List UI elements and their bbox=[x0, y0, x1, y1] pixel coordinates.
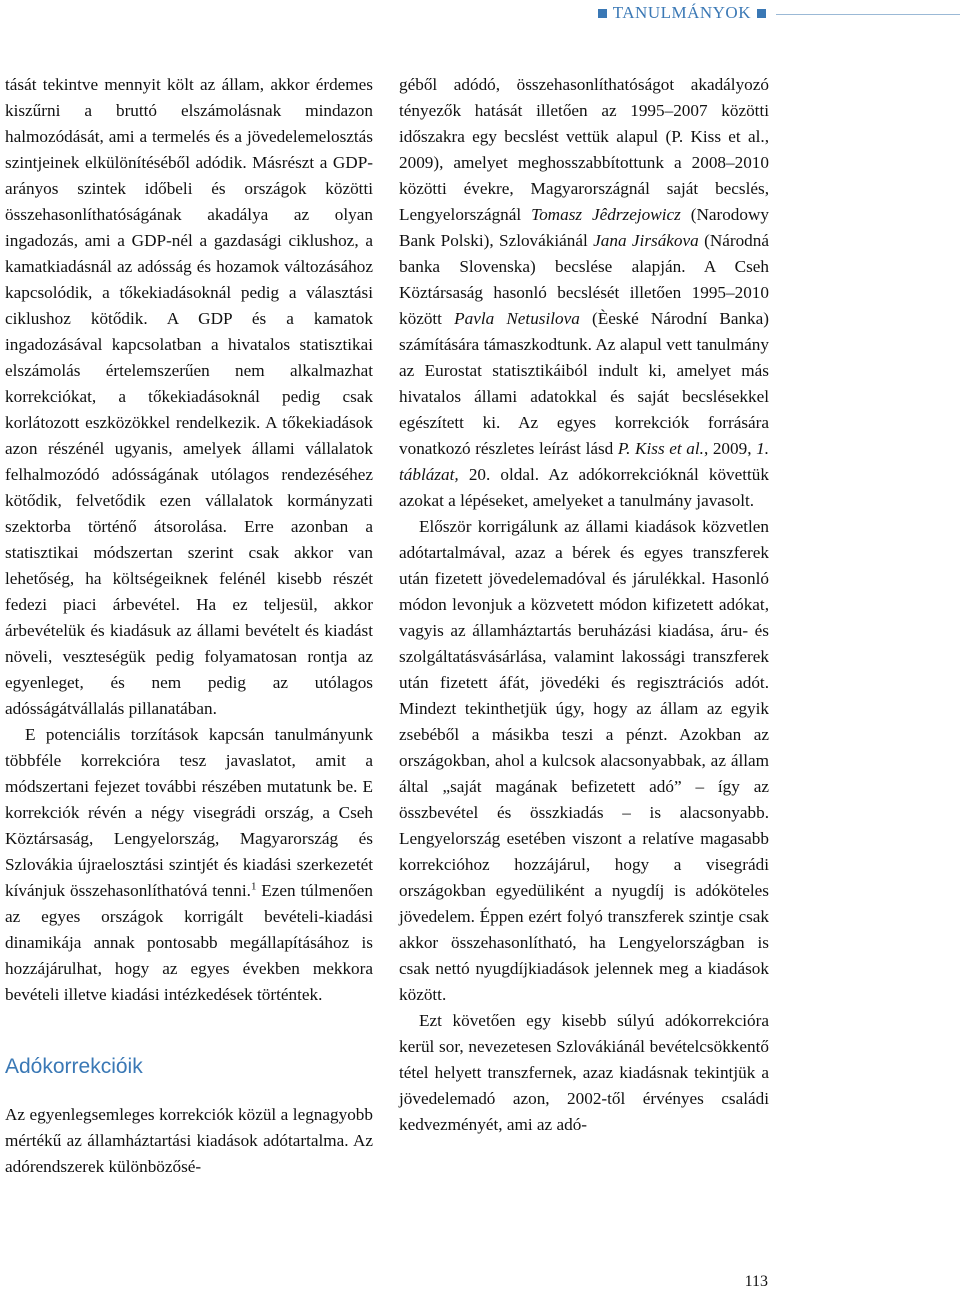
header-rule bbox=[776, 14, 960, 15]
paragraph: Ezt követően egy kisebb súlyú adókorrekcióra kerül sor, nevezetesen Szlovákiánál bevételcsökkentő tétel helyett transzfernek, azaz kiadásnak tekintjük a jövedelemadó azon, 2002-től érvényes családi kedvezményét, ami az adó- bbox=[399, 1011, 769, 1134]
paragraph: Az egyenlegsemleges korrekciók közül a legnagyobb mértékű az államháztartási kiadások adótartalma. Az adórendszerek különbözősé- bbox=[5, 1105, 373, 1176]
square-bullet-icon bbox=[598, 9, 607, 18]
paragraph: Először korrigálunk az állami kiadások közvetlen adótartalmával, azaz a bérek és egyes transzferek után fizetett jövedelemadóval és járulékkal. Hasonló módon levonjuk a közvetett módon kifizetett adókat, vagyis az államháztartás beruházási kiadása, áru- és szolgáltatásvásárlása, valamint lakossági transzferek után fizetett áfát, jövedéki és regisztrációs adót. Mindezt tekinthetjük úgy, hogy az állam az egyik zsebéből a másikba teszi a pénzt. Azokban az országokban, ahol a kulcsok alacsonyabbak, az állam által „saját magának befizetett adó” – így az összbevétel és összkiadás – is alacsonyabb. Lengyelország esetében viszont a relatíve magasabb korrekcióhoz hozzájárul, hogy a visegrádi országokban egyedüliként a nyugdíj is adóköteles jövedelem. Éppen ezért folyó transzferek szintje csak akkor összehasonlítható, ha Lengyelországban is csak nettó nyugdíjkiadások jelennek meg a kiadások között. bbox=[399, 517, 769, 1004]
footnote-ref[interactable]: 1 bbox=[250, 880, 257, 893]
section-label bbox=[592, 3, 772, 23]
section-heading: Adókorrekcióik bbox=[5, 1055, 143, 1078]
running-header bbox=[0, 0, 960, 30]
section-label-text: TANULMÁNYOK bbox=[612, 3, 751, 22]
paragraph: tását tekintve mennyit költ az állam, akkor érdemes kiszűrni a bruttó elszámolásnak mindazon halmozódását, ami a termelés és a jövedelemelosztás szintjeinek elkülönítéséből adódik. Másrészt a GDP-arányos szintek időbeli és országok közötti összehasonlíthatóságának akadálya az olyan ingadozás, ami a GDP-nél a gazdasági ciklushoz, a kamatkiadásnál az adósság és hozamok változásához kapcsolódik, a tőkekiadásoknál pedig a választási ciklushoz kötődik. A GDP és a kamatok ingadozásával kapcsolatban a hivatalos statisztikai elszámolás értelemszerűen nem alkalmazhat korrekciókat, a tőkekiadásoknál pedig csak korlátozott eszközökkel rendelkezik. A tőkekiadások azon részénél ugyanis, amelyek állami vállalatok felhalmozódó adósságának utólagos rendezéséhez kötődik, felvetődik ezen vállalatok kormányzati szektorba történő átsorolása. Erre azonban a statisztikai módszertan szerint csak akkor van lehetőség, ha költségeiknek felénél kisebb részét fedezi piaci árbevétel. Ha ez teljesül, akkor árbevételük és kiadásuk az állami bevételt és kiadást növeli, veszteségük pedig folyamatosan rontja az egyenleget, és nem pedig az utólagos adósságátvállalás pillanatában. bbox=[5, 75, 373, 718]
citation: P. Kiss et al. bbox=[617, 439, 704, 458]
author-name: Jana Jirsákova bbox=[593, 231, 699, 250]
paragraph-text: , 2009, bbox=[703, 439, 757, 458]
paragraph bbox=[399, 72, 769, 514]
paragraph-text: E potenciális torzítások kapcsán tanulmányunk többféle korrekcióra tesz javaslatot, amit a módszertani fejezet további részében mutatunk be. E korrekciók révén a négy visegrádi ország, a Cseh Köztársaság, Lengyelország, Magyarország és Szlovákia újraelosztási szintjét és kiadási szerkezetét kívánjuk összehasonlíthatóvá tenni. bbox=[5, 725, 373, 900]
author-name: Tomasz Jêdrzejowicz bbox=[531, 205, 681, 224]
right-column bbox=[399, 72, 769, 1138]
paragraph-text: (Èeské Národní Banka) számítására támaszkodtunk. Az alapul vett tanulmány az Eurostat statisztikáiból indult ki, amelyet más hivatalos állami adatokkal és saját becslésekkel egészített ki. Az egyes korrekciók forrására vonatkozó részletes leírást lásd bbox=[399, 309, 769, 458]
paragraph-text: géből adódó, összehasonlíthatóságot akadályozó tényezők hatását illetően az 1995–2007 közötti időszakra egy becslést vettük alapul (P. Kiss et al., 2009), amelyet meghosszabbítottunk a 2008–2010 közötti évekre, Magyarországnál saját becslés, Lengyelországnál bbox=[399, 75, 769, 224]
page-number: 113 bbox=[744, 1273, 768, 1290]
table-reference: 1. táblázat, bbox=[399, 439, 770, 484]
paragraph-text: (Narodowy Bank Polski), Szlovákiánál bbox=[399, 205, 770, 250]
paragraph bbox=[5, 722, 373, 1008]
left-column bbox=[5, 72, 373, 1180]
square-bullet-icon bbox=[757, 9, 766, 18]
paragraph-text: Ezen túlmenően az egyes országok korrigált bevételi-kiadási dinamikája annak pontosabb megállapításához is hozzájárulhat, hogy az egyes években mekkora bevételi illetve kiadási intézkedések történtek. bbox=[5, 881, 373, 1004]
paragraph-text: (Národná banka Slovenska) becslése alapján. A Cseh Köztársaság hasonló becslését illetően 1995–2010 között bbox=[399, 231, 769, 328]
paragraph-text: 20. oldal. Az adókorrekcióknál követtük azokat a lépéseket, amelyeket a tanulmány javasolt. bbox=[399, 465, 769, 510]
author-name: Pavla Netusilova bbox=[454, 309, 580, 328]
